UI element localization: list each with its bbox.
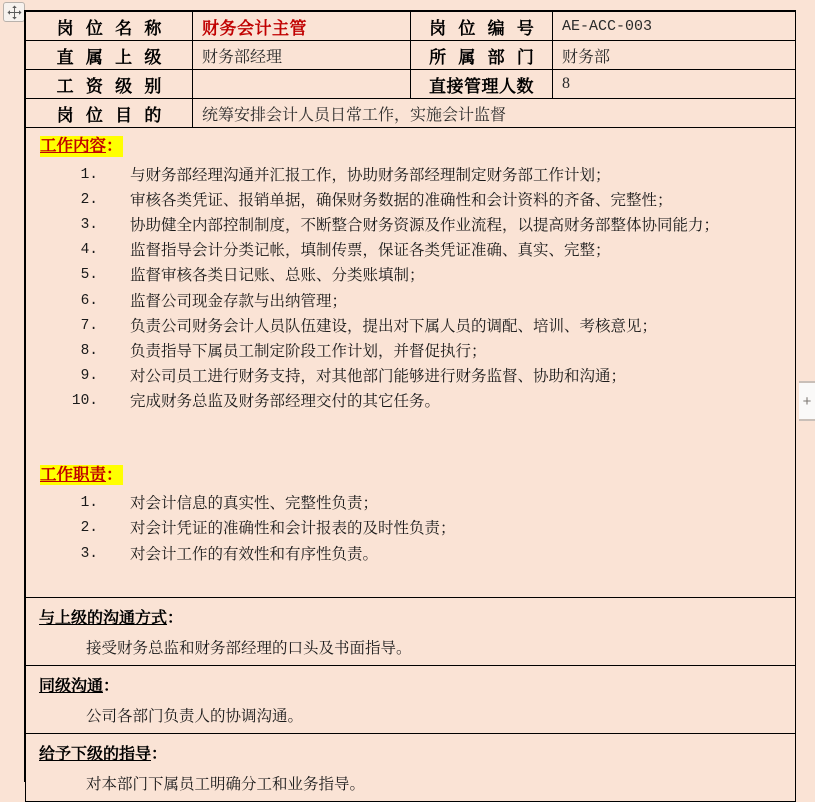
move-4-arrows-icon	[7, 5, 22, 20]
list-item-text: 协助健全内部控制制度，不断整合财务资源及作业流程，以提高财务部整体协同能力；	[130, 217, 720, 235]
label-direct-supervisor: 直 属 上 级	[26, 41, 193, 70]
table-row	[26, 665, 796, 733]
value-job-title[interactable]: 财务会计主管	[193, 12, 411, 41]
table-row	[26, 99, 796, 128]
value-job-purpose[interactable]: 统筹安排会计人员日常工作，实施会计监督	[193, 99, 796, 128]
table-row	[26, 12, 796, 41]
list-item-text: 完成财务总监及财务部经理交付的其它任务。	[130, 393, 441, 411]
list-item	[26, 542, 795, 567]
job-description-table	[25, 11, 796, 802]
list-item-text: 对公司员工进行财务支持，对其他部门能够进行财务监督、协助和沟通；	[130, 368, 627, 386]
value-direct-supervisor[interactable]: 财务部经理	[193, 41, 411, 70]
label-salary-grade: 工 资 级 别	[26, 70, 193, 99]
value-direct-reports[interactable]: 8	[553, 70, 796, 99]
list-item-number: 5.	[80, 267, 98, 284]
table-row	[26, 41, 796, 70]
list-item	[26, 163, 795, 188]
label-department: 所 属 部 门	[411, 41, 553, 70]
value-department[interactable]: 财务部	[553, 41, 796, 70]
list-item-text: 审核各类凭证、报销单据，确保财务数据的准确性和会计资料的齐备、完整性；	[130, 191, 673, 209]
table-row	[26, 733, 796, 801]
comm-subordinate-body: 对本部门下属员工明确分工和业务指导。	[86, 775, 366, 793]
list-item-number: 1.	[80, 166, 98, 183]
comm-superior-cell	[26, 597, 796, 665]
label-job-purpose: 岗 位 目 的	[26, 99, 193, 128]
label-direct-reports: 直接管理人数	[411, 70, 553, 99]
list-item-number: 3.	[80, 545, 98, 562]
list-item-text: 对会计信息的真实性、完整性负责；	[130, 495, 379, 513]
comm-peer-cell	[26, 665, 796, 733]
list-item-text: 负责指导下属员工制定阶段工作计划，并督促执行；	[130, 343, 487, 361]
comm-superior-body: 接受财务总监和财务部经理的口头及书面指导。	[86, 639, 412, 657]
value-salary-grade[interactable]	[193, 70, 411, 99]
list-item-text: 监督公司现金存款与出纳管理；	[130, 292, 348, 310]
list-item-text: 对会计工作的有效性和有序性负责。	[130, 545, 379, 563]
expand-plus-button[interactable]	[799, 381, 815, 421]
section-heading-work-duties: 工作职责：	[40, 464, 123, 484]
list-item	[26, 314, 795, 339]
section-heading-comm-peer: 同级沟通：	[39, 677, 120, 695]
list-item-text: 监督审核各类日记账、总账、分类账填制；	[130, 267, 425, 285]
value-job-code[interactable]: AE-ACC-003	[553, 12, 796, 41]
list-item	[26, 213, 795, 238]
list-item-number: 9.	[80, 368, 98, 385]
list-item	[26, 364, 795, 389]
list-item	[26, 389, 795, 414]
list-item-number: 3.	[80, 217, 98, 234]
list-item-number: 6.	[80, 292, 98, 309]
list-item-number: 2.	[80, 520, 98, 537]
work-content-list	[26, 163, 795, 415]
plus-icon: +	[802, 392, 812, 410]
list-item-text: 监督指导会计分类记帐，填制传票，保证各类凭证准确、真实、完整；	[130, 242, 611, 260]
list-item	[26, 188, 795, 213]
comm-subordinate-cell	[26, 733, 796, 801]
work-duties-list	[26, 491, 795, 567]
section-heading-work-content: 工作内容：	[40, 136, 123, 155]
list-item-number: 8.	[80, 343, 98, 360]
list-item	[26, 263, 795, 288]
label-job-code: 岗 位 编 号	[411, 12, 553, 41]
table-row	[26, 70, 796, 99]
list-item-number: 10.	[71, 393, 98, 410]
label-job-title: 岗 位 名 称	[26, 12, 193, 41]
table-row	[26, 597, 796, 665]
list-item-text: 对会计凭证的准确性和会计报表的及时性负责；	[130, 520, 456, 538]
list-item-text: 负责公司财务会计人员队伍建设，提出对下属人员的调配、培训、考核意见；	[130, 317, 658, 335]
move-handle-button[interactable]	[3, 2, 25, 22]
list-item-text: 与财务部经理沟通并汇报工作，协助财务部经理制定财务部工作计划；	[130, 166, 611, 184]
list-item	[26, 289, 795, 314]
work-sections-cell	[26, 128, 796, 598]
section-spacer	[26, 415, 795, 457]
section-heading-comm-subordinate: 给予下级的指导：	[39, 745, 168, 763]
list-item-number: 4.	[80, 242, 98, 259]
list-item-number: 7.	[80, 317, 98, 334]
list-item	[26, 491, 795, 516]
list-item-number: 2.	[80, 191, 98, 208]
table-row	[26, 128, 796, 598]
comm-peer-body: 公司各部门负责人的协调沟通。	[86, 707, 304, 725]
list-item	[26, 238, 795, 263]
list-item-number: 1.	[80, 495, 98, 512]
list-item	[26, 339, 795, 364]
list-item	[26, 516, 795, 541]
section-heading-comm-superior: 与上级的沟通方式：	[39, 609, 184, 627]
